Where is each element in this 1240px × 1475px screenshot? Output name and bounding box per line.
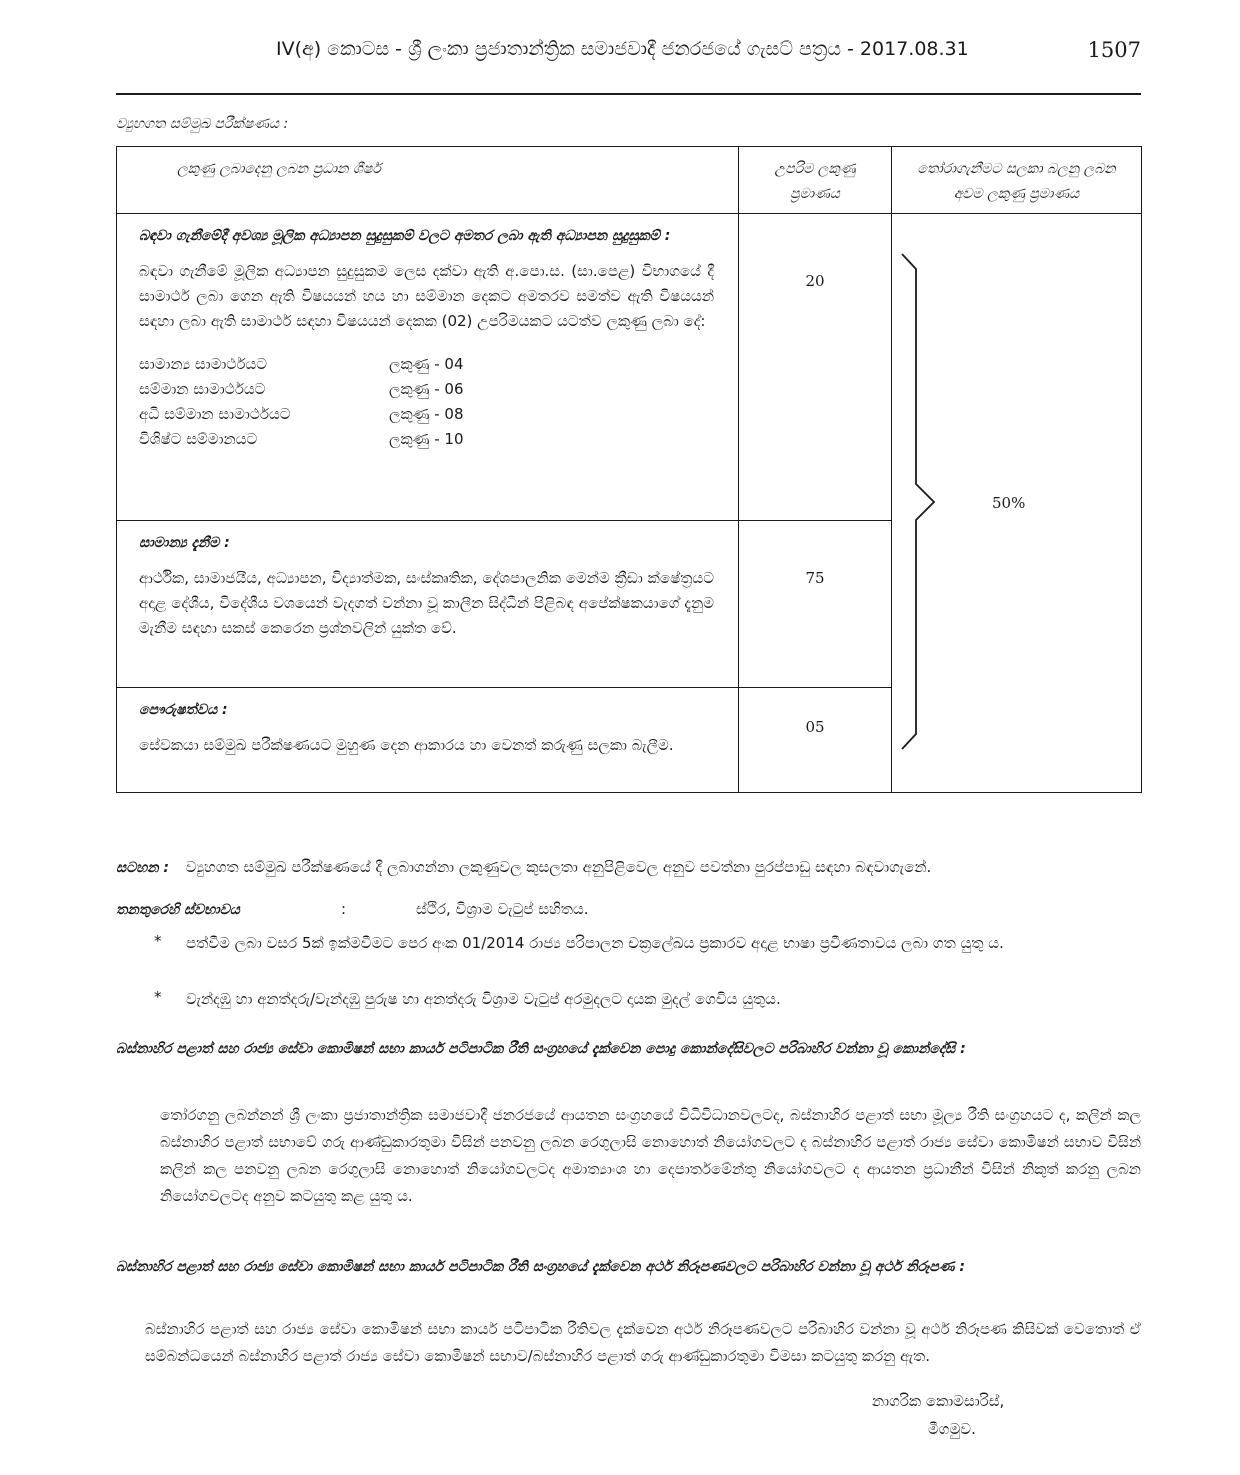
table-row [117, 214, 1142, 521]
signature-place: මීගමුව. [928, 1420, 976, 1438]
nature-colon: : [341, 900, 347, 918]
section3-text: බස්නාහිර පළාත් සහ රාජ්‍ය සේවා කොමිෂන් සභා කාර්ය පටිපාටික රීතිවල දැක්වෙන අර්ථ නිරූපණවලට පරිබාහිර වන්නා වූ අර්ථ නිරූපණ කිසිවක් වෙතොත් ඒ සම්බන්ධයෙන් බස්නාහිර පළාත් රාජ්‍ය සේවා කොමිෂන් සභාව/බස්නාහිර පළාත් ගරු ආණ්ඩුකාරතුමා විමසා කටයුතු කරනු ඇත. [145, 1320, 1141, 1365]
max-marks-personality: 05 [739, 688, 892, 793]
row-text: ආර්ථික, සාමාජයීය, අධ්‍යාපන, විද්‍යාත්මක, සංස්කෘතික, දේශපාලනික මෙන්ම ක්‍රීඩා ක්ෂේත්‍රයට අදාළ දේශීය, විදේශීය වශයෙන් වැදගත් වන්නා වූ කාලීන සිද්ධීන් පිළිබඳ අපේක්ෂකයාගේ දැනුම මැනීම සඳහා සකස් කෙරෙන ප්‍රශ්නවලින් යුක්ත වේ. [139, 569, 714, 637]
header-min-marks: තෝරාගැනීමට සලකා බලනු ලබන අවම ලකුණු ප්‍රමාණය [892, 147, 1142, 214]
min-marks-cell [892, 214, 1142, 793]
nature-label: තනතුරෙහි ස්වභාවය [116, 902, 240, 918]
row-heading: පෞරුෂත්වය : [139, 702, 228, 718]
nature-value: ස්ථිර, විශ්‍රාම වැටුප් සහිතය. [416, 900, 589, 918]
note-label: සටහන : [116, 860, 169, 876]
note-line [116, 858, 931, 876]
list-item: වැන්දඹු හා අනත්දරු/වැන්දඹු පුරුෂ හා අනත්දරු විශ්‍රාම වැටුප් අරමුදලට දායක මුදල් ගෙවිය යුතුය. [186, 990, 781, 1008]
max-marks-general: 75 [739, 521, 892, 688]
header-main-topics: ලකුණු ලබාදෙනු ලබන ප්‍රධාන ශීර්ෂ [117, 147, 739, 214]
max-marks-education: 20 [739, 214, 892, 521]
note-text: ව්‍යුහගත සම්මුඛ පරීක්ෂණයේ දී ලබාගන්නා ලකුණුවල කුසලතා අනුපිළිවෙල අනුව පවත්නා පුරප්පාඩු සඳහා බඳවාගැනේ. [185, 858, 932, 876]
gazette-title: IV(අ) කොටස - ශ්‍රී ලංකා ප්‍රජාතාන්ත්‍රික සමාජවාදී ජනරජයේ ගැසට් පත්‍රය - 2017.08.31 [276, 38, 969, 60]
row-education-content [117, 214, 739, 521]
header-rule [116, 93, 1141, 95]
section3-heading: බස්නාහිර පළාත් සහ රාජ්‍ය සේවා කොමිෂන් සභා කාර්ය පටිපාටික රීති සංග්‍රහයේ දැක්වෙන අර්ථ නිරූපණවලට පරිබාහිර වන්නා වූ අර්ථ නිරූපණ : [116, 1259, 965, 1275]
marks-table [116, 146, 1142, 793]
row-text: බඳවා ගැනීමේ මූලික අධ්‍යාපන සුදුසුකම ලෙස දක්වා ඇති අ.පො.ස. (සා.පෙළ) විභාගයේ දී සාමාර්ථ ලබා ගෙන ඇති විෂයයන් හය හා සම්මාන දෙකට අමතරව සමත්ව ඇති විෂයයන් සඳහා ලබා ඇති සාමාර්ථ සඳහා විෂයයන් දෙකක (02) උපරිමයකට යටත්ව ලකුණු ලබා දේ: [139, 262, 714, 330]
list-item: පත්වීම ලබා වසර 5ක් ඉක්මවීමට පෙර අංක 01/2014 රාජ්‍ය පරිපාලන චක්‍රලේඛය ප්‍රකාරව අදාළ භාෂා ප්‍රවීණතාවය ලබා ගත යුතු ය. [186, 934, 1004, 952]
nature-line [116, 900, 240, 918]
grade-list [139, 352, 714, 452]
signature-title: නාගරික කොමසාරිස්, [872, 1392, 1005, 1410]
page-number: 1507 [1087, 38, 1141, 62]
row-heading: බඳවා ගැනීමේදී අවශ්‍ය මූලික අධ්‍යාපන සුදුසුකම් වලට අමතර ලබා ඇති අධ්‍යාපන සුදුසුකම් : [139, 228, 671, 244]
list-item: සම්මාන සාමාර්ථයට ලකුණු - 06 [139, 380, 464, 398]
row-general-knowledge [117, 521, 739, 688]
row-personality [117, 688, 739, 793]
bullet-icon: * [154, 988, 162, 1006]
section-label: ව්‍යුහගත සම්මුඛ පරීක්ෂණය : [116, 116, 289, 132]
list-item: විශිෂ්ට සම්මානයට ලකුණු - 10 [139, 430, 464, 448]
list-item: සාමාන්‍ය සාමාර්ථයට ලකුණු - 04 [139, 355, 464, 373]
min-percentage: 50% [992, 494, 1026, 512]
list-item: අධි සම්මාන සාමාර්ථයට ලකුණු - 08 [139, 405, 464, 423]
table-header-row [117, 147, 1142, 214]
section2-heading: බස්නාහිර පළාත් සහ රාජ්‍ය සේවා කොමිෂන් සභා කාර්ය පටිපාටික රීති සංග්‍රහයේ දැක්වෙන පොදු කොන්දේසිවලට පරිබාහිර වන්නා වූ කොන්දේසි : [116, 1041, 966, 1057]
section2-text: තෝරගනු ලබන්නන් ශ්‍රී ලංකා ප්‍රජාතාන්ත්‍රික සමාජවාදී ජනරජයේ ආයතන සංග්‍රහයේ විධිවිධානවලටද, බස්නාහිර පළාත් සභා මූල්‍ය රීති සංග්‍රහයට ද, කලින් කල බස්නාහිර පළාත් සභාවේ ගරු ආණ්ඩුකාරතුමා විසින් පනවනු ලබන රෙගුලාසි නොහොත් නියෝගවලට ද බස්නාහිර පළාත් රාජ්‍ය සේවා කොමිෂන් සභාව විසින් කලින් කල පනවනු ලබන රෙගුලාසි නොහොත් නියෝගවලටද අමාත්‍යාංශ හා දෙපාර්තමේන්තු නියෝගවලට ද ආයතන ප්‍රධානීන් විසින් නිකුත් කරනු ලබන නියෝගවලටද අනුව කටයුතු කළ යුතු ය. [160, 1106, 1141, 1205]
row-heading: සාමාන්‍ය දැනීම : [139, 535, 230, 551]
header-max-marks: උපරිම ලකුණු ප්‍රමාණය [739, 147, 892, 214]
bullet-icon: * [154, 932, 162, 950]
row-text: සේවකයා සම්මුඛ පරීක්ෂණයට මුහුණ දෙන ආකාරය හා වෙනත් කරුණු සලකා බැලීම. [139, 736, 674, 754]
